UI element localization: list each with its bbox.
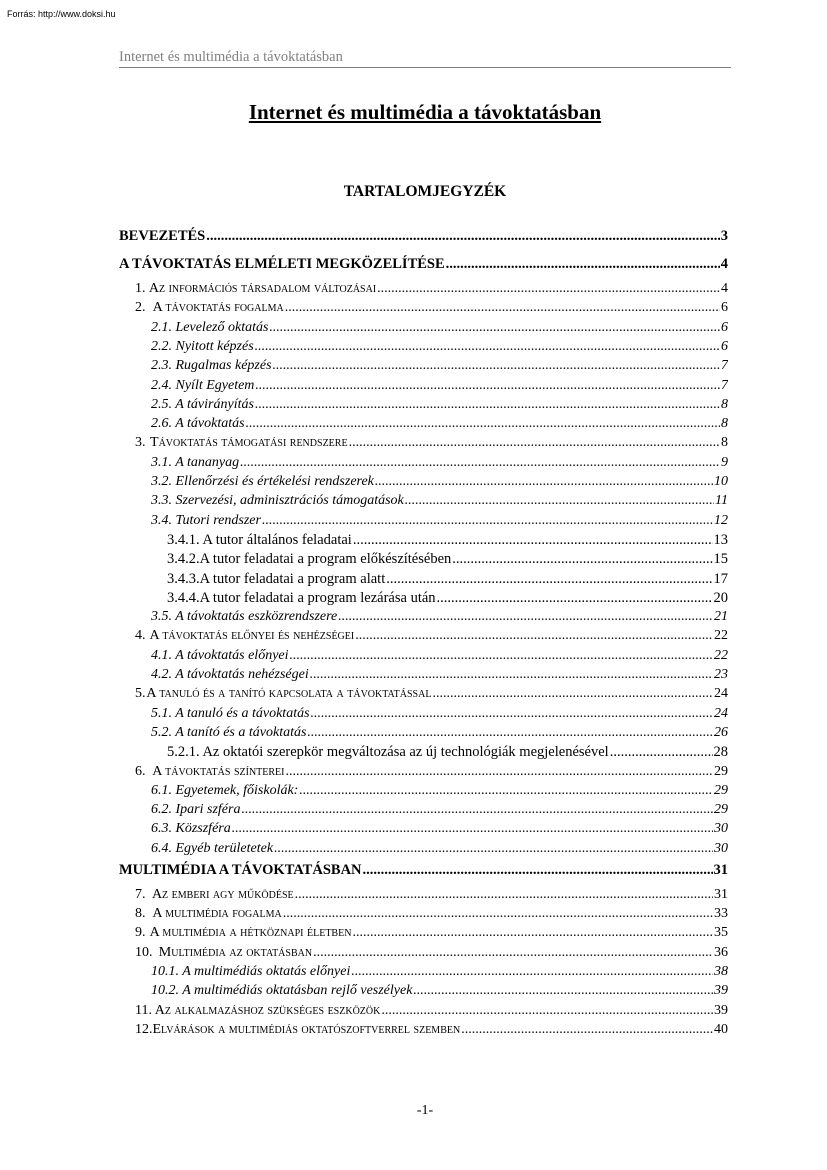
toc-entry[interactable] <box>151 492 728 510</box>
toc-entry-number: 10. <box>135 944 153 960</box>
running-header: Internet és multimédia a távoktatásban <box>119 49 731 68</box>
toc-entry-title: 3.4.1. A tutor általános feladatai <box>167 531 352 548</box>
toc-entry-page: 23 <box>714 667 728 682</box>
toc-dot-leader <box>255 377 720 395</box>
toc-dot-leader <box>269 319 720 337</box>
toc-dot-leader <box>311 705 713 723</box>
toc-entry[interactable] <box>151 377 728 395</box>
toc-entry-title: 4.1. A távoktatás előnyei <box>151 647 289 663</box>
toc-entry-title: 3.4.2.A tutor feladatai a program előkészítésében <box>167 551 452 568</box>
toc-entry[interactable] <box>135 886 728 904</box>
toc-entry-number: 11. <box>135 1002 152 1018</box>
toc-entry[interactable] <box>119 227 728 245</box>
toc-entry-page: 4 <box>720 256 728 272</box>
toc-dot-leader <box>375 473 713 491</box>
toc-entry-title: 4.2. A távoktatás nehézségei <box>151 667 309 682</box>
toc-entry[interactable] <box>151 820 728 838</box>
toc-entry-page: 3 <box>720 228 728 244</box>
toc-entry-page: 17 <box>713 570 728 587</box>
toc-entry[interactable] <box>135 763 728 781</box>
toc-entry-title: 3.3. Szervezési, adminisztrációs támogatások <box>151 493 404 509</box>
toc-entry-page: 30 <box>714 840 728 856</box>
toc-dot-leader <box>381 1002 713 1020</box>
toc-dot-leader <box>262 512 713 530</box>
toc-entry-title: Elvárások a multimédiás oktatószoftverrel szemben <box>152 1021 461 1037</box>
toc-entry[interactable] <box>151 840 728 858</box>
toc-entry[interactable] <box>167 570 728 588</box>
toc-entry[interactable] <box>135 1021 728 1039</box>
toc-dot-leader <box>206 227 720 245</box>
toc-entry-page: 6 <box>721 319 728 335</box>
toc-entry[interactable] <box>151 357 728 375</box>
source-note: Forrás: http://www.doksi.hu <box>7 9 116 19</box>
toc-entry-page: 6 <box>721 338 728 354</box>
toc-entry-page: 29 <box>714 802 728 818</box>
toc-entry-page: 35 <box>714 925 728 941</box>
toc-entry-title: A TÁVOKTATÁS ELMÉLETI MEGKÖZELÍTÉSE <box>119 256 445 272</box>
toc-dot-leader <box>313 944 713 962</box>
toc-entry[interactable] <box>167 550 728 568</box>
toc-dot-leader <box>255 338 720 356</box>
toc-entry-title: 5.2. A tanító és a távoktatás <box>151 724 307 740</box>
toc-entry[interactable] <box>119 255 728 273</box>
toc-entry-title: 2.5. A távirányítás <box>151 396 254 412</box>
toc-dot-leader <box>310 666 713 684</box>
toc-entry-title: 5.1. A tanuló és a távoktatás <box>151 705 310 721</box>
toc-dot-leader <box>241 801 713 819</box>
toc-entry[interactable] <box>135 685 728 703</box>
toc-dot-leader <box>246 415 720 433</box>
toc-dot-leader <box>240 454 720 472</box>
toc-entry-page: 8 <box>721 416 728 432</box>
toc-dot-leader <box>273 357 720 375</box>
toc-entry-number: 1. <box>135 281 146 296</box>
toc-dot-leader <box>377 280 720 298</box>
toc-entry[interactable] <box>151 338 728 356</box>
toc-entry[interactable] <box>135 299 728 317</box>
toc-entry-title: Távoktatás támogatási rendszere <box>150 435 348 451</box>
toc-entry-title: 3.4.4.A tutor feladatai a program lezárása után <box>167 589 436 606</box>
toc-entry-number: 4. <box>135 628 146 644</box>
toc-dot-leader <box>437 589 713 607</box>
toc-entry-page: 10 <box>714 474 728 489</box>
toc-entry-title: 3.4. Tutori rendszer <box>151 512 261 528</box>
toc-entry-page: 22 <box>714 628 728 644</box>
toc-entry-page: 26 <box>714 724 728 740</box>
toc-dot-leader <box>386 570 712 588</box>
toc-entry-page: 33 <box>714 906 728 921</box>
toc-entry-title: Az információs társadalom változásai <box>148 281 377 296</box>
toc-entry[interactable] <box>151 982 728 1000</box>
toc-entry-page: 15 <box>713 551 728 568</box>
toc-entry[interactable] <box>151 724 728 742</box>
document-title: Internet és multimédia a távoktatásban <box>248 100 602 124</box>
toc-entry-title: 2.2. Nyitott képzés <box>151 338 254 354</box>
toc-entry[interactable] <box>167 743 728 761</box>
toc-entry[interactable] <box>151 473 728 491</box>
toc-entry-page: 31 <box>714 886 728 902</box>
toc-entry-title: 3.4.3.A tutor feladatai a program alatt <box>167 570 386 587</box>
toc-dot-leader <box>338 608 713 626</box>
toc-entry-number: 6. <box>135 763 146 779</box>
toc-entry-page: 6 <box>721 300 728 316</box>
toc-dot-leader <box>307 724 713 742</box>
toc-entry-title: 6.4. Egyéb területetek <box>151 840 274 856</box>
toc-entry[interactable] <box>151 396 728 414</box>
toc-entry[interactable] <box>135 1002 728 1020</box>
toc-entry-page: 4 <box>721 281 728 296</box>
toc-entry[interactable] <box>151 512 728 530</box>
toc-entry[interactable] <box>135 924 728 942</box>
toc-dot-leader <box>352 924 713 942</box>
toc-entry-page: 8 <box>721 396 728 412</box>
toc-entry-page: 22 <box>714 647 728 663</box>
toc-entry-title: 10.2. A multimédiás oktatásban rejlő veszélyek <box>151 983 413 999</box>
toc-entry-title: 2.4. Nyílt Egyetem <box>151 377 255 393</box>
toc-dot-leader <box>351 963 713 981</box>
toc-entry-page: 38 <box>714 963 728 979</box>
toc-entry-page: 11 <box>715 493 728 509</box>
toc-entry-title: A tanuló és a tanító kapcsolata a távoktatással <box>146 686 432 702</box>
toc-dot-leader <box>232 820 713 838</box>
toc-dot-leader <box>286 763 714 781</box>
toc-entry[interactable] <box>135 905 728 923</box>
toc-entry[interactable] <box>151 963 728 981</box>
toc-entry[interactable] <box>135 627 728 645</box>
toc-heading: TARTALOMJEGYZÉK <box>343 183 507 200</box>
toc-entry-number: 12. <box>135 1021 153 1037</box>
toc-entry-title: 6.3. Közszféra <box>151 821 231 837</box>
toc-entry-title: 3.1. A tananyag <box>151 454 240 470</box>
toc-entry[interactable] <box>151 319 728 337</box>
toc-entry-number: 3. <box>135 435 146 451</box>
toc-entry-page: 7 <box>721 377 728 393</box>
toc-entry[interactable] <box>135 434 728 452</box>
toc-entry-title: 2.3. Rugalmas képzés <box>151 358 272 374</box>
toc-dot-leader <box>610 743 713 761</box>
toc-entry-title: 2.1. Levelező oktatás <box>151 319 269 335</box>
toc-dot-leader <box>446 255 720 273</box>
toc-entry-page: 39 <box>714 1002 728 1018</box>
toc-entry[interactable] <box>151 608 728 626</box>
toc-entry-title: A multimédia a hétköznapi életben <box>149 925 352 941</box>
toc-entry[interactable] <box>135 280 728 298</box>
toc-dot-leader <box>285 299 720 317</box>
toc-entry[interactable] <box>167 589 728 607</box>
toc-entry-title: A távoktatás fogalma <box>152 300 284 316</box>
toc-entry-page: 36 <box>714 944 728 960</box>
toc-entry-page: 29 <box>714 763 728 779</box>
toc-entry-page: 40 <box>714 1021 728 1037</box>
toc-entry-page: 30 <box>714 821 728 837</box>
toc-dot-leader <box>295 886 713 904</box>
toc-entry-page: 24 <box>714 686 728 702</box>
toc-entry-page: 29 <box>714 782 728 798</box>
toc-dot-leader <box>255 396 720 414</box>
toc-dot-leader <box>274 840 713 858</box>
toc-dot-leader <box>299 782 713 800</box>
toc-entry-number: 8. <box>135 906 146 921</box>
toc-entry-title: A multimédia fogalma <box>152 906 282 921</box>
toc-entry[interactable] <box>151 705 728 723</box>
toc-entry[interactable] <box>151 647 728 665</box>
toc-entry[interactable] <box>167 531 728 549</box>
toc-entry-page: 8 <box>721 435 728 451</box>
toc-entry-page: 39 <box>714 983 728 999</box>
toc-entry-page: 7 <box>721 358 728 374</box>
toc-dot-leader <box>413 982 713 1000</box>
toc-entry-title: 6.2. Ipari szféra <box>151 802 241 818</box>
toc-dot-leader <box>432 685 713 703</box>
toc-entry-title: 3.2. Ellenőrzési és értékelési rendszerek <box>151 474 374 489</box>
toc-entry[interactable] <box>151 782 728 800</box>
toc-entry-title: 10.1. A multimédiás oktatás előnyei <box>151 963 351 979</box>
toc-dot-leader <box>405 492 714 510</box>
toc-dot-leader <box>283 905 713 923</box>
toc-entry[interactable] <box>135 944 728 962</box>
toc-dot-leader <box>349 434 720 452</box>
toc-entry-title: A távoktatás előnyei és nehézségei <box>149 628 355 644</box>
toc-entry-title: Az alkalmazáshoz szükséges eszközök <box>154 1002 381 1018</box>
toc-dot-leader <box>355 627 713 645</box>
toc-entry-page: 24 <box>714 705 728 721</box>
toc-entry-page: 21 <box>714 609 728 625</box>
toc-entry-title: Multimédia az oktatásban <box>158 944 313 960</box>
toc-dot-leader <box>363 861 713 879</box>
toc-entry[interactable] <box>151 666 728 684</box>
toc-entry-title: 6.1. Egyetemek, főiskolák: <box>151 782 299 798</box>
toc-entry[interactable] <box>151 415 728 433</box>
toc-dot-leader <box>461 1021 713 1039</box>
toc-entry-title: Az emberi agy működése <box>151 886 294 902</box>
toc-entry-title: BEVEZETÉS <box>119 228 206 244</box>
page-number: -1- <box>416 1103 434 1118</box>
toc-entry-title: MULTIMÉDIA A TÁVOKTATÁSBAN <box>119 861 362 878</box>
toc-entry-page: 31 <box>713 861 728 878</box>
toc-entry[interactable] <box>151 801 728 819</box>
toc-entry-title: 3.5. A távoktatás eszközrendszere <box>151 609 338 625</box>
toc-dot-leader <box>290 647 713 665</box>
toc-entry-number: 2. <box>135 300 146 316</box>
toc-entry-page: 12 <box>714 512 728 528</box>
toc-entry[interactable] <box>119 861 728 879</box>
toc-dot-leader <box>452 550 712 568</box>
toc-entry-page: 9 <box>721 454 728 470</box>
toc-entry-title: 2.6. A távoktatás <box>151 416 245 432</box>
toc-entry-page: 13 <box>713 531 728 548</box>
toc-entry-title: A távoktatás színterei <box>152 763 285 779</box>
toc-entry-title: 5.2.1. Az oktatói szerepkör megváltozása az új technológiák megjelenésével <box>167 744 609 761</box>
toc-entry-number: 5. <box>135 686 146 702</box>
toc-entry-number: 9. <box>135 925 146 941</box>
toc-entry-page: 20 <box>713 589 728 606</box>
toc-dot-leader <box>353 531 713 549</box>
toc-entry-page: 28 <box>713 744 728 761</box>
toc-entry[interactable] <box>151 454 728 472</box>
toc-entry-number: 7. <box>135 886 146 902</box>
